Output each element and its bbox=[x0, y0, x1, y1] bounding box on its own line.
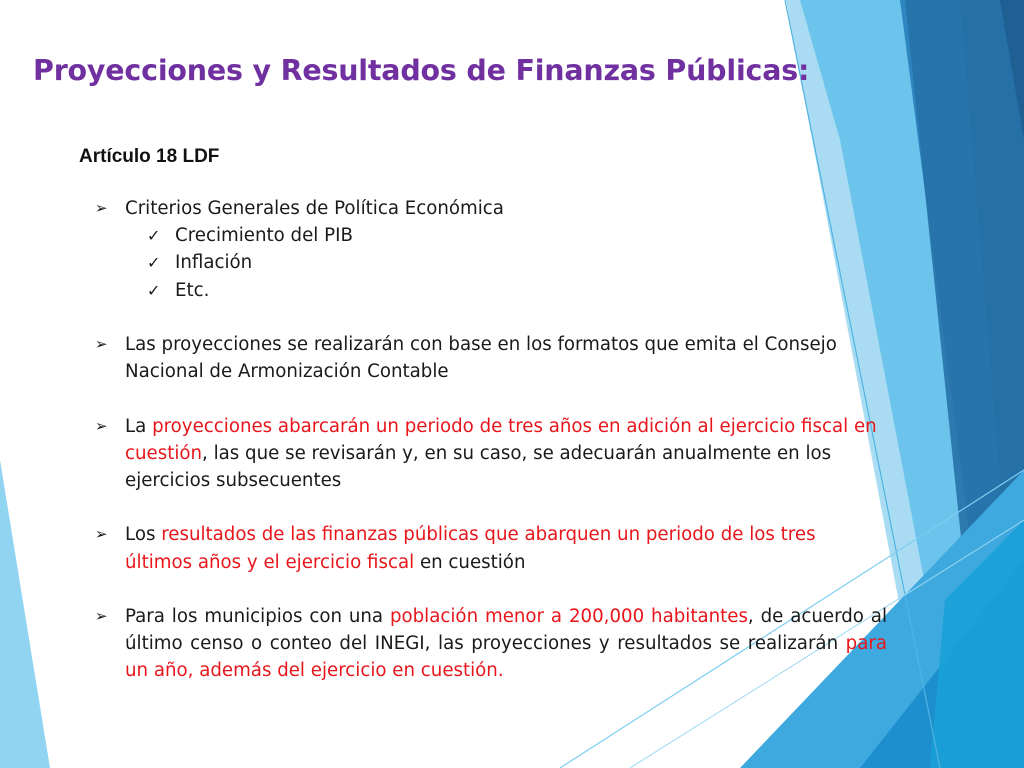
check-item-text: Inflación bbox=[175, 252, 253, 274]
body-text: La bbox=[125, 415, 153, 437]
body-text: , las que se revisarán y, en su caso, se adecuarán anualmente en los ejercicios subsecuentes bbox=[125, 442, 832, 491]
bullet-list bbox=[95, 195, 887, 712]
arrow-bullet-icon: ➢ bbox=[95, 606, 108, 625]
slide-subtitle: Artículo 18 LDF bbox=[79, 146, 220, 167]
check-icon: ✓ bbox=[147, 280, 161, 300]
check-icon: ✓ bbox=[147, 253, 161, 273]
highlighted-text: para un año, además del ejercicio en cuestión. bbox=[125, 633, 887, 682]
check-item bbox=[125, 249, 887, 276]
arrow-bullet-icon: ➢ bbox=[95, 335, 108, 353]
body-text: , de acuerdo al último censo o conteo del INEGI, las proyecciones y resultados se realizarán bbox=[125, 605, 887, 655]
arrow-bullet-icon: ➢ bbox=[95, 525, 108, 544]
check-icon: ✓ bbox=[147, 226, 161, 246]
body-text: Las proyecciones se realizarán con base en los formatos que emita el Consejo Nacional de Armonización Contable bbox=[125, 334, 837, 383]
bullet-item bbox=[95, 195, 887, 304]
highlighted-text: resultados de las finanzas públicas que abarquen un periodo de los tres últimos años y el ejercicio fiscal bbox=[125, 524, 816, 573]
highlighted-text: población menor a 200,000 habitantes bbox=[389, 605, 748, 627]
check-item-text: Etc. bbox=[175, 279, 210, 301]
check-item bbox=[125, 222, 887, 249]
bullet-item bbox=[95, 603, 887, 685]
check-item bbox=[125, 277, 887, 304]
left-ribbon-shape bbox=[0, 460, 50, 768]
body-text: Criterios Generales de Política Económica bbox=[125, 198, 504, 219]
highlighted-text: proyecciones abarcarán un periodo de tres años en adición al ejercicio fiscal en cuestión bbox=[125, 415, 877, 464]
bullet-item bbox=[95, 413, 887, 495]
bullet-text bbox=[125, 606, 887, 681]
arrow-bullet-icon: ➢ bbox=[95, 416, 108, 435]
bullet-item bbox=[95, 331, 887, 385]
slide-title: Proyecciones y Resultados de Finanzas Públicas: bbox=[33, 54, 810, 87]
bullet-item bbox=[95, 521, 887, 575]
bullet-text bbox=[125, 198, 504, 219]
bullet-text bbox=[125, 416, 877, 491]
body-text: Para los municipios con una bbox=[125, 605, 390, 627]
bullet-text bbox=[125, 334, 837, 382]
bullet-text bbox=[125, 524, 816, 572]
arrow-bullet-icon: ➢ bbox=[95, 199, 108, 217]
check-item-text: Crecimiento del PIB bbox=[175, 225, 353, 247]
body-text: en cuestión bbox=[414, 551, 526, 573]
body-text: Los bbox=[125, 524, 162, 546]
check-sublist bbox=[125, 222, 887, 304]
